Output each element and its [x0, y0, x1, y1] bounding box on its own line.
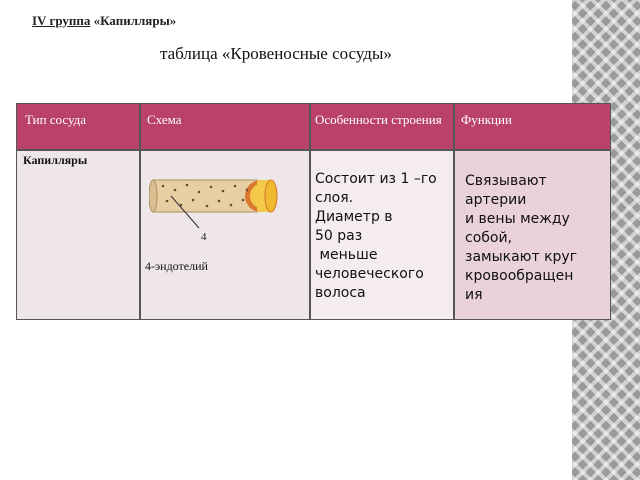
- column-divider: [453, 104, 455, 319]
- column-header-functions: Функции: [461, 112, 512, 127]
- diagram-marker-label: 4: [201, 231, 207, 242]
- row-divider: [17, 149, 610, 151]
- vessels-table: [16, 103, 611, 320]
- column-header-schema: Схема: [147, 112, 182, 127]
- function-line: замыкают круг: [465, 249, 578, 265]
- slide-header: [32, 13, 176, 29]
- structure-line: слоя.: [315, 190, 354, 206]
- column-divider: [139, 104, 141, 319]
- structure-line: меньше: [315, 247, 378, 263]
- vessel-type-label: Капилляры: [23, 153, 88, 167]
- column-header-structure: Особенности строения: [315, 112, 442, 127]
- table-header-band: [17, 104, 610, 149]
- column-divider: [309, 104, 311, 319]
- slide-subtitle: таблица «Кровеносные сосуды»: [160, 44, 392, 63]
- function-line: ия: [465, 287, 483, 303]
- structure-line: человеческого: [315, 266, 424, 282]
- column-header-type: Тип сосуда: [25, 112, 87, 127]
- diagram-caption: 4-эндотелий: [145, 259, 208, 273]
- function-line: кровообращен: [465, 268, 574, 284]
- function-text: [465, 172, 577, 305]
- topic-label: «Капилляры»: [93, 13, 177, 28]
- group-label: IV группа: [32, 13, 91, 28]
- capillary-diagram: [149, 160, 289, 242]
- function-line: Связывают: [465, 173, 547, 189]
- function-line: и вены между: [465, 211, 570, 227]
- structure-line: Диаметр в: [315, 209, 393, 225]
- function-line: артерии: [465, 192, 527, 208]
- function-line: собой,: [465, 230, 513, 246]
- structure-line: 50 раз: [315, 228, 363, 244]
- structure-line: волоса: [315, 285, 366, 301]
- structure-line: Состоит из 1 –го: [315, 171, 437, 187]
- structure-text: [315, 170, 437, 303]
